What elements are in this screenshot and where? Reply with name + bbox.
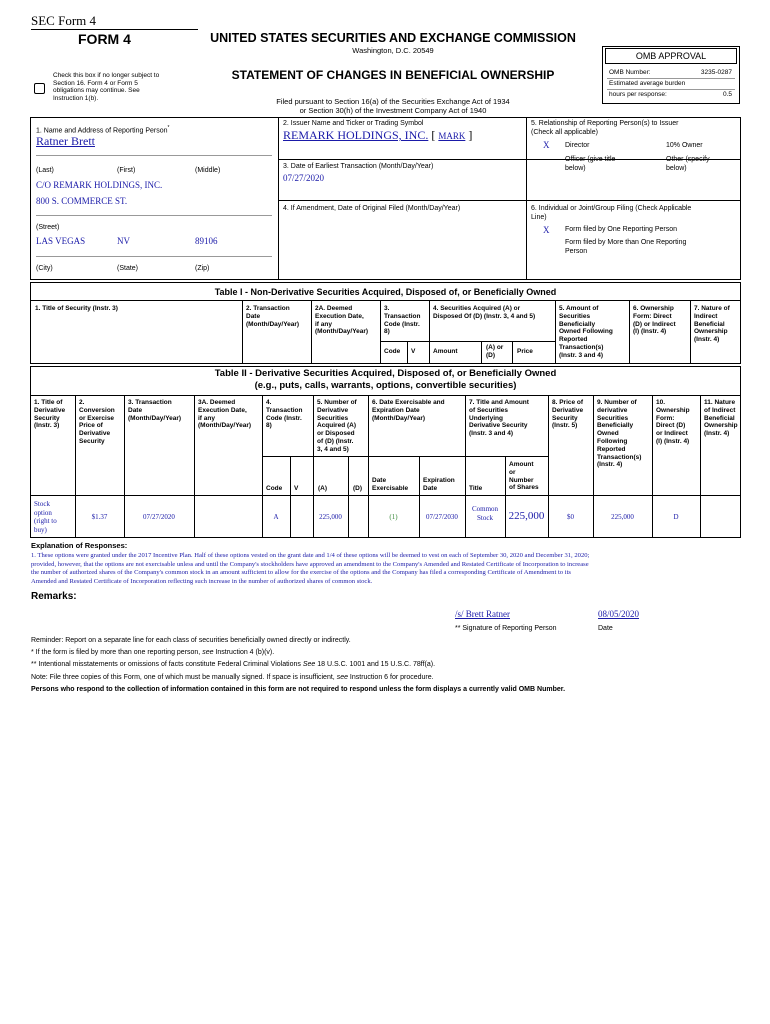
street-label: (Street) [36,224,60,231]
table-2-title: Table II - Derivative Securities Acquired, Disposed of, or Beneficially Owned (e.g., puts, calls, warrants, options, convertible securities) [214,368,557,391]
t1-col-nature: 7. Nature of Indirect Beneficial Ownership (Instr. 4) [694,305,730,344]
omb-hours: 0.5 [722,91,732,98]
omb-number-label: OMB Number: [609,69,651,76]
footer-notes [31,635,565,696]
t2-sub-d: (D) [353,485,363,492]
address-line-2: 800 S. COMMERCE ST. [36,196,128,206]
relationship-label: 5. Relationship of Reporting Person(s) to Issuer (Check all applicable) [531,120,679,136]
row-ownership-form: D [673,513,679,521]
row-code: A [273,513,279,521]
misstatement-note: ** Intentional misstatements or omissions of facts constitute Federal Criminal Violations See 18 U.S.C. 1001 and 15 U.S.C. 78ff(a). [31,661,436,669]
row-security-title: Stock option (right to buy) [34,500,57,534]
city-value: LAS VEGAS [36,236,86,246]
ten-percent-owner-label: 10% Owner [666,142,703,149]
t2-sub-title: Title [469,485,483,492]
first-label: (First) [117,167,136,174]
t1-col-securities: 4. Securities Acquired (A) or Disposed Of (D) (Instr. 3, 4 and 5) [433,305,536,320]
row-conversion-price: $1.37 [91,513,108,521]
zip-label: (Zip) [195,265,210,272]
t2-col-price: 8. Price of Derivative Security (Instr. 5) [552,399,584,430]
t2-col-title: 1. Title of Derivative Security (Instr. 3) [34,399,66,430]
t2-col-date: 3. Transaction Date (Month/Day/Year) [128,399,182,422]
t2-col-code: 4. Transaction Code (Instr. 8) [266,399,303,430]
row-transaction-date: 07/27/2020 [143,513,175,521]
multi-filer-note: * If the form is filed by more than one reporting person, see Instruction 4 (b)(v). [31,649,275,657]
director-label: Director [565,142,590,149]
t1-sub-v: V [411,348,416,355]
t2-col-conversion: 2. Conversion or Exercise Price of Derivative Security [79,399,115,445]
t1-col-date: 2. Transaction Date (Month/Day/Year) [246,305,300,328]
reporting-person-label: 1. Name and Address of Reporting Person* [36,125,170,135]
remarks-label: Remarks: [31,591,77,602]
signature-value: /s/ Brett Ratner [455,609,510,619]
agency-location: Washington, D.C. 20549 [352,46,434,55]
state-value: NV [117,236,130,246]
omb-burden-label: Estimated average burden [609,80,686,87]
sec-form-label: SEC Form 4 [31,13,97,28]
row-derivative-price: $0 [567,513,574,521]
one-person-mark[interactable]: X [543,225,550,235]
agency-name: UNITED STATES SECURITIES AND EXCHANGE COMMISSION [210,31,576,45]
t1-col-amount: 5. Amount of Securities Beneficially Owned Following Reported Transaction(s) (Instr. 3 and 4) [559,305,613,359]
filed-pursuant-text: Filed pursuant to Section 16(a) of the Securities Exchange Act of 1934 or Section 30(h) of the Investment Company Act of 1940 [276,97,510,115]
t1-sub-code: Code [384,348,401,355]
omb-number: 3235-0287 [700,69,732,76]
t2-col-form: 10. Ownership Form: Direct (D) or Indirect (I) (Instr. 4) [656,399,690,445]
t2-col-nature: 11. Nature of Indirect Beneficial Ownership (Instr. 4) [704,399,738,438]
explanation-text: 1. These options were granted under the 2017 Incentive Plan. Half of these options vested on the grant date and 1/4 of these options will be deemed to vest on each of September 30, 2020 and December 31, 2020; provided, however, that the options are not exercisable unless and until the Company's stockholders have approved an amendment to the Company's Amended and Restated Certificate of Incorporation to increase the number of authorized shares of the Company's common stock in an amount sufficient to allow for the exercise of the options and the Company has filed a corresponding Certificate of Amendment to its Amended and Restated Certificate of Incorporation reflecting such increase in the number of authorized shares of common stock. [31,552,590,585]
t2-col-number: 5. Number of Derivative Securities Acquired (A) or Disposed of (D) (Instr. 3, 4 and 5) [317,399,357,453]
other-label: Other (specify below) [666,156,710,172]
t2-col-deemed: 3A. Deemed Execution Date, if any (Month/Day/Year) [198,399,252,430]
t1-col-title: 1. Title of Security (Instr. 3) [35,305,118,312]
reporting-person-name[interactable]: Ratner Brett [36,134,95,148]
t1-col-deemed: 2A. Deemed Execution Date, if any (Month/Day/Year) [315,305,369,336]
t2-sub-v: V [294,485,299,492]
omb-notice: Persons who respond to the collection of information contained in this form are not required to respond unless the form displays a currently valid OMB Number. [31,685,566,693]
omb-hours-label: hours per response: [609,91,667,98]
middle-label: (Middle) [195,167,221,174]
t1-col-ownership: 6. Ownership Form: Direct (D) or Indirect (I) (Instr. 4) [633,305,676,336]
statement-title: STATEMENT OF CHANGES IN BENEFICIAL OWNERSHIP [231,68,555,82]
last-label: (Last) [36,167,54,174]
no-longer-subject-checkbox[interactable] [34,83,45,94]
t1-sub-amount: Amount [433,348,458,355]
earliest-date-value: 07/27/2020 [283,173,325,183]
checkbox-text: Check this box if no longer subject to Section 16. Form 4 or Form 5 obligations may continue. See Instruction 1(b). [53,72,160,102]
one-person-label: Form filed by One Reporting Person [565,226,678,233]
officer-label: Officer (give title below) [565,156,616,172]
row-underlying-shares: 225,000 [508,510,545,522]
signature-date: 08/05/2020 [598,609,640,619]
t2-col-underlying: 7. Title and Amount of Securities Underlying Derivative Security (Instr. 3 and 4) [469,399,529,438]
multi-person-label: Form filed by More than One Reporting Person [565,239,687,255]
signature-date-label: Date [598,625,613,632]
row-owned-following: 225,000 [611,513,634,521]
t1-col-code: 3. Transaction Code (Instr. 8) [384,305,421,336]
earliest-date-label: 3. Date of Earliest Transaction (Month/Day/Year) [283,163,434,170]
table-1-title: Table I - Non-Derivative Securities Acquired, Disposed of, or Beneficially Owned [214,287,557,297]
explanation-label: Explanation of Responses: [31,541,128,550]
reminder-note: Reminder: Report on a separate line for each class of securities beneficially owned directly or indirectly. [31,637,351,644]
t2-sub-a: (A) [318,485,328,492]
t2-sub-exercisable: Date Exercisable [372,477,409,492]
t2-col-exercisable: 6. Date Exercisable and Expiration Date (Month/Day/Year) [372,399,445,422]
issuer-name-link[interactable]: REMARK HOLDINGS, INC. [283,128,429,142]
issuer-ticker[interactable]: MARK [438,131,466,141]
zip-value: 89106 [195,236,218,246]
row-exercisable-footnote[interactable]: (1) [389,513,398,521]
director-mark[interactable]: X [543,140,550,150]
issuer-name-ticker: REMARK HOLDINGS, INC. [ MARK ] [283,128,473,142]
omb-title: OMB APPROVAL [635,51,707,61]
t1-sub-ad: (A) or (D) [486,344,504,359]
signature-label: ** Signature of Reporting Person [455,625,557,632]
row-expiration: 07/27/2030 [426,513,458,521]
form-title: FORM 4 [78,31,131,47]
header-rule [31,29,198,30]
state-label: (State) [117,265,139,272]
t2-sub-expiration: Expiration Date [423,477,455,492]
amendment-label: 4. If Amendment, Date of Original Filed (Month/Day/Year) [283,205,461,212]
t2-col-owned: 9. Number of derivative Securities Beneficially Owned Following Reported Transaction(s) (Instr. 4) [597,399,642,469]
copies-note: Note: File three copies of this Form, one of which must be manually signed. If space is insufficient, see Instruction 6 for procedure. [31,673,434,681]
filing-label: 6. Individual or Joint/Group Filing (Check Applicable Line) [531,205,692,221]
row-acquired: 225,000 [319,513,342,521]
t2-sub-code: Code [266,485,283,492]
address-line-1: C/O REMARK HOLDINGS, INC. [36,180,163,190]
row-underlying-title: Common Stock [471,505,499,522]
city-label: (City) [36,265,53,272]
t2-sub-amount: Amount or Number of Shares [509,461,539,492]
issuer-label: 2. Issuer Name and Ticker or Trading Symbol [283,120,424,127]
t1-sub-price: Price [517,348,533,355]
